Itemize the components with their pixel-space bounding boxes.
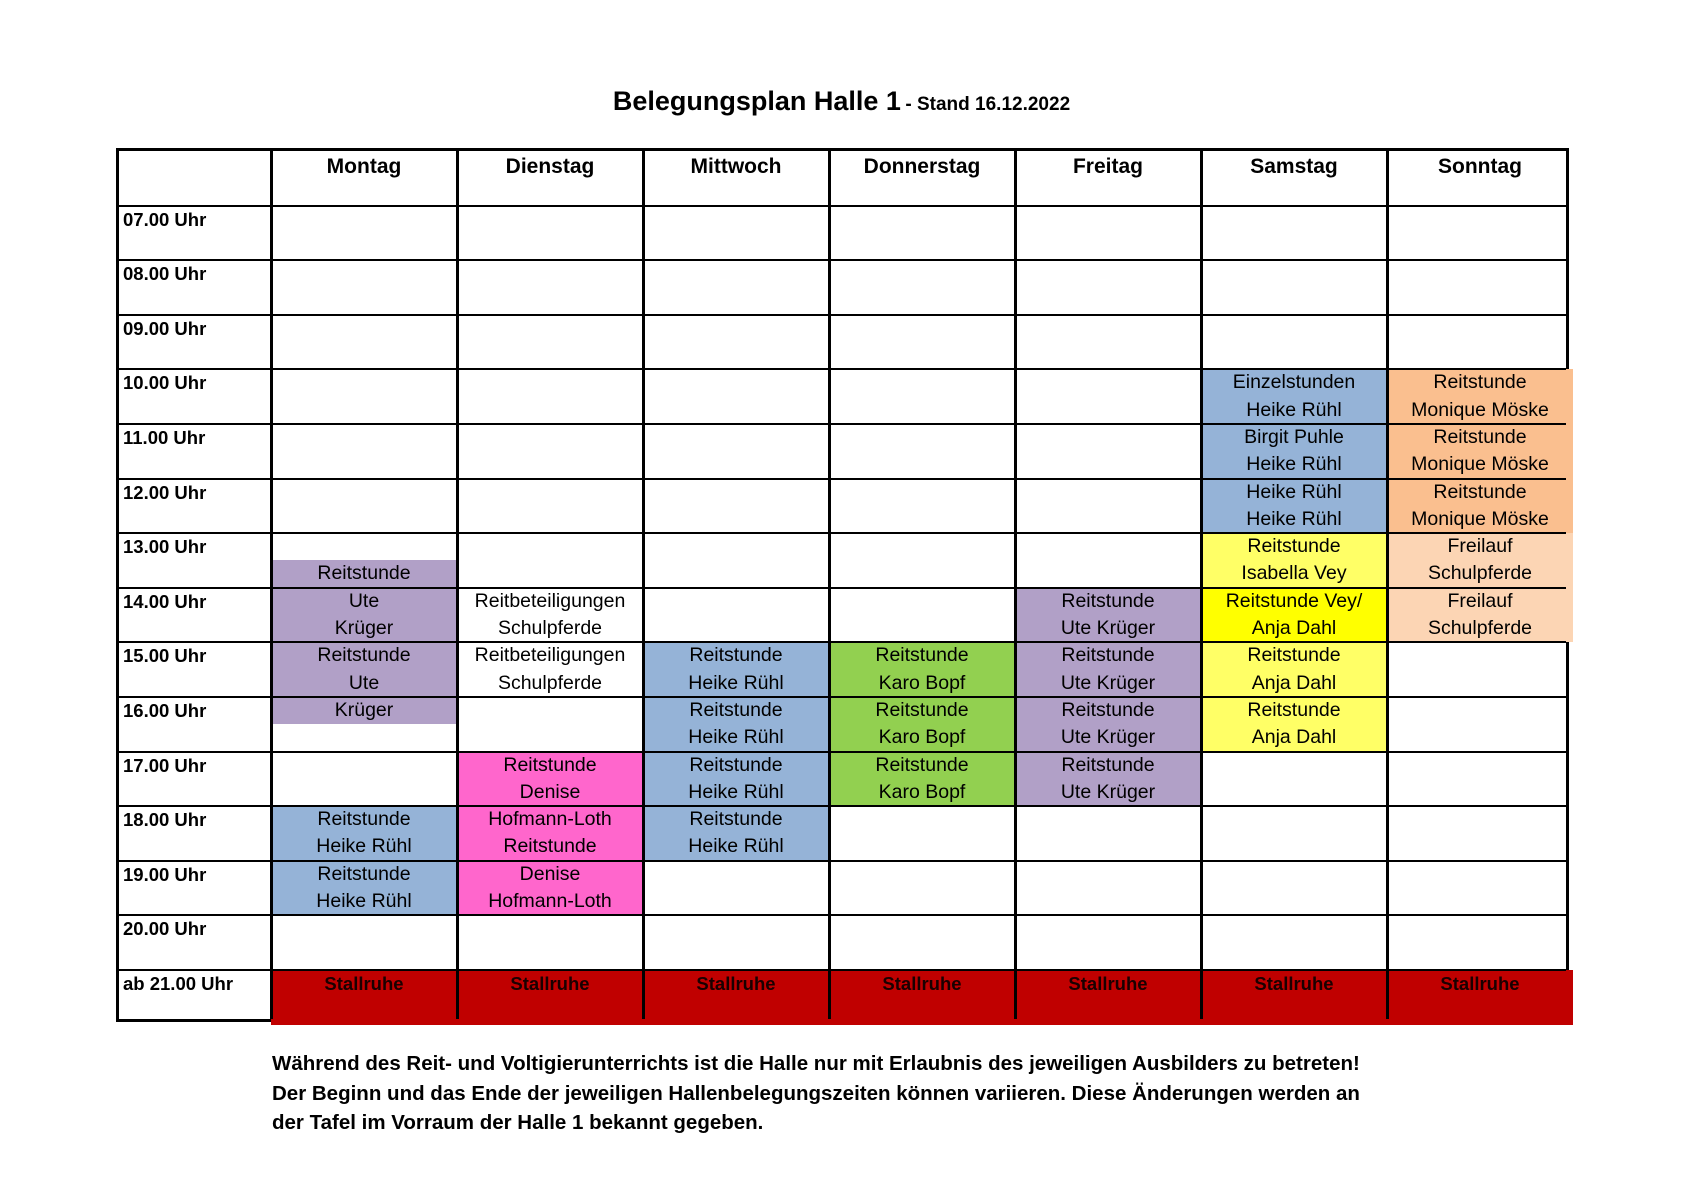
schedule-entry [1015, 642, 1201, 697]
grid-line-vertical [270, 151, 273, 1019]
entry-line: Reitstunde [689, 808, 783, 831]
schedule-entry [457, 642, 643, 697]
grid-line-horizontal [119, 587, 1566, 589]
schedule-entry [1201, 642, 1387, 697]
entry-line: Monique Möske [1411, 453, 1549, 476]
entry-line: Schulpferde [1427, 617, 1533, 640]
schedule-entry [643, 642, 829, 697]
entry-line: Reitstunde [689, 644, 783, 667]
time-label: 07.00 Uhr [123, 208, 207, 230]
entry-line: Anja Dahl [1251, 671, 1337, 694]
schedule-entry [1387, 479, 1573, 534]
entry-line: Heike Rühl [1246, 453, 1342, 476]
grid-line-vertical [828, 151, 831, 1019]
entry-line: Krüger [334, 617, 394, 640]
schedule-entry [643, 697, 829, 752]
entry-line: Ute Krüger [1060, 780, 1156, 803]
schedule-entry [1015, 752, 1201, 807]
entry-line: Karo Bopf [878, 726, 966, 749]
entry-line: Monique Möske [1411, 507, 1549, 530]
time-label: 11.00 Uhr [123, 426, 206, 448]
stallruhe-cell: Stallruhe [1387, 970, 1573, 1025]
day-header: Montag [326, 155, 402, 178]
schedule-entry [829, 642, 1015, 697]
entry-line: Karo Bopf [878, 671, 966, 694]
grid-line-vertical [1386, 151, 1389, 1019]
time-label: 20.00 Uhr [123, 918, 207, 940]
schedule-entry [1201, 424, 1387, 479]
entry-line: Ute Krüger [1060, 617, 1156, 640]
schedule-entry [1201, 533, 1387, 588]
day-header: Sonntag [1438, 155, 1522, 178]
entry-line: Reitstunde [689, 698, 783, 721]
notice-line: Der Beginn und das Ende der jeweiligen Hallenbelegungszeiten können variieren. Diese Änderungen werden an [272, 1081, 1360, 1105]
entry-line: Reitstunde [503, 835, 597, 858]
schedule-entry [457, 752, 643, 916]
grid-line-horizontal [119, 314, 1566, 316]
grid-line-horizontal [119, 914, 1566, 916]
time-label: 09.00 Uhr [123, 317, 207, 339]
entry-line: Reitstunde [317, 562, 411, 585]
schedule-entry [1201, 369, 1387, 424]
grid-line-horizontal [119, 532, 1566, 534]
schedule-entry [1201, 479, 1387, 534]
entry-line: Birgit Puhle [1244, 425, 1344, 448]
schedule-entry [1015, 588, 1201, 643]
entry-line: Heike Rühl [316, 890, 412, 913]
time-label: 19.00 Uhr [123, 863, 207, 885]
entry-line: Freilauf [1447, 589, 1513, 612]
entry-line: Denise [519, 780, 581, 803]
schedule-entry [1387, 588, 1573, 643]
time-label: 08.00 Uhr [123, 263, 207, 285]
grid-line-horizontal [119, 478, 1566, 480]
entry-line: Denise [519, 862, 581, 885]
stallruhe-cell: Stallruhe [1015, 970, 1201, 1025]
entry-line: Heike Rühl [1246, 480, 1342, 503]
entry-line: Reitstunde [1061, 698, 1155, 721]
stallruhe-cell: Stallruhe [457, 970, 643, 1025]
time-label: 14.00 Uhr [123, 590, 207, 612]
entry-line: Schulpferde [497, 617, 603, 640]
grid-line-horizontal [119, 751, 1566, 753]
entry-line: Heike Rühl [688, 835, 784, 858]
entry-line: Ute Krüger [1060, 671, 1156, 694]
grid-line-vertical [642, 151, 645, 1019]
grid-line-horizontal [119, 205, 1566, 207]
schedule-entry [643, 806, 829, 861]
entry-line: Reitstunde [1247, 644, 1341, 667]
grid-line-vertical [456, 151, 459, 1019]
entry-line: Anja Dahl [1251, 726, 1337, 749]
stallruhe-cell: Stallruhe [643, 970, 829, 1025]
entry-line: Heike Rühl [688, 671, 784, 694]
entry-line: Monique Möske [1411, 398, 1549, 421]
entry-line: Reitstunde [1433, 371, 1527, 394]
grid-line-horizontal [119, 641, 1566, 643]
entry-line: Heike Rühl [688, 780, 784, 803]
entry-line: Reitstunde [689, 753, 783, 776]
stallruhe-cell: Stallruhe [1201, 970, 1387, 1025]
schedule-entry [457, 588, 643, 643]
entry-line: Reitbeteiligungen [474, 644, 626, 667]
schedule-entry [829, 752, 1015, 807]
header-corner [119, 151, 271, 206]
time-label: 15.00 Uhr [123, 645, 207, 667]
entry-line: Freilauf [1447, 535, 1513, 558]
grid-line-horizontal [119, 423, 1566, 425]
schedule-entry [1015, 697, 1201, 752]
entry-line: Ute [348, 671, 380, 694]
entry-line: Reitstunde [1433, 425, 1527, 448]
grid-line-horizontal [119, 860, 1566, 862]
entry-line: Ute Krüger [1060, 726, 1156, 749]
grid-line-horizontal [119, 969, 1566, 971]
entry-line: Heike Rühl [1246, 398, 1342, 421]
time-label: 18.00 Uhr [123, 809, 207, 831]
time-label: 16.00 Uhr [123, 699, 207, 721]
schedule-entry [271, 806, 457, 861]
notice-line: der Tafel im Vorraum der Halle 1 bekannt gegeben. [272, 1111, 764, 1134]
entry-line: Ute [348, 589, 380, 612]
schedule-entry [643, 752, 829, 807]
grid-line-horizontal [119, 696, 1566, 698]
entry-line: Reitstunde [875, 698, 969, 721]
title-subtitle: - Stand 16.12.2022 [905, 94, 1071, 115]
time-label: 12.00 Uhr [123, 481, 207, 503]
title-main: Belegungsplan Halle 1 [612, 86, 901, 116]
grid-line-horizontal [119, 259, 1566, 261]
schedule-entry [1387, 369, 1573, 424]
entry-line: Einzelstunden [1232, 371, 1356, 394]
entry-line: Reitbeteiligungen [474, 589, 626, 612]
entry-line: Karo Bopf [878, 780, 966, 803]
entry-line: Reitstunde [1061, 589, 1155, 612]
day-header: Mittwoch [690, 155, 782, 178]
entry-line: Hofmann-Loth [488, 808, 612, 831]
schedule-entry [1387, 533, 1573, 588]
day-header: Samstag [1250, 155, 1338, 178]
entry-line: Schulpferde [497, 671, 603, 694]
entry-line: Schulpferde [1427, 562, 1533, 585]
time-label: ab 21.00 Uhr [123, 972, 234, 994]
day-header: Donnerstag [863, 155, 981, 178]
grid-line-vertical [1200, 151, 1203, 1019]
notice-text [272, 1049, 1572, 1138]
entry-line: Anja Dahl [1251, 617, 1337, 640]
entry-line: Reitstunde [503, 753, 597, 776]
schedule-entry [1201, 588, 1387, 643]
grid-line-horizontal [119, 805, 1566, 807]
day-header: Dienstag [505, 155, 595, 178]
entry-line: Krüger [334, 698, 394, 721]
entry-line: Hofmann-Loth [488, 890, 612, 913]
day-header: Freitag [1072, 155, 1143, 178]
time-label: 17.00 Uhr [123, 754, 207, 776]
entry-line: Isabella Vey [1241, 562, 1347, 585]
schedule-table [116, 148, 1569, 1022]
stallruhe-cell: Stallruhe [829, 970, 1015, 1025]
entry-line: Reitstunde [1061, 753, 1155, 776]
entry-line: Reitstunde [1061, 644, 1155, 667]
entry-line: Reitstunde [875, 753, 969, 776]
schedule-entry [271, 861, 457, 916]
schedule-entry [1387, 424, 1573, 479]
entry-line: Reitstunde [317, 808, 411, 831]
entry-line: Reitstunde [1433, 480, 1527, 503]
entry-line: Heike Rühl [316, 835, 412, 858]
notice-line: Während des Reit- und Voltigierunterrichts ist die Halle nur mit Erlaubnis des jeweiligen Ausbilders zu betreten! [272, 1052, 1360, 1075]
entry-line: Reitstunde [1247, 535, 1341, 558]
grid-line-horizontal [119, 368, 1566, 370]
entry-line: Reitstunde [875, 644, 969, 667]
schedule-entry [829, 697, 1015, 752]
entry-line: Reitstunde [317, 644, 411, 667]
schedule-entry [1201, 697, 1387, 752]
entry-line: Reitstunde [1247, 698, 1341, 721]
time-label: 13.00 Uhr [123, 536, 207, 558]
stallruhe-cell: Stallruhe [271, 970, 457, 1025]
time-label: 10.00 Uhr [123, 372, 207, 394]
entry-line: Heike Rühl [1246, 507, 1342, 530]
entry-line: Reitstunde [317, 862, 411, 885]
page-title [0, 86, 1683, 117]
entry-line: Heike Rühl [688, 726, 784, 749]
grid-line-vertical [1014, 151, 1017, 1019]
entry-line: Reitstunde Vey/ [1225, 589, 1363, 612]
